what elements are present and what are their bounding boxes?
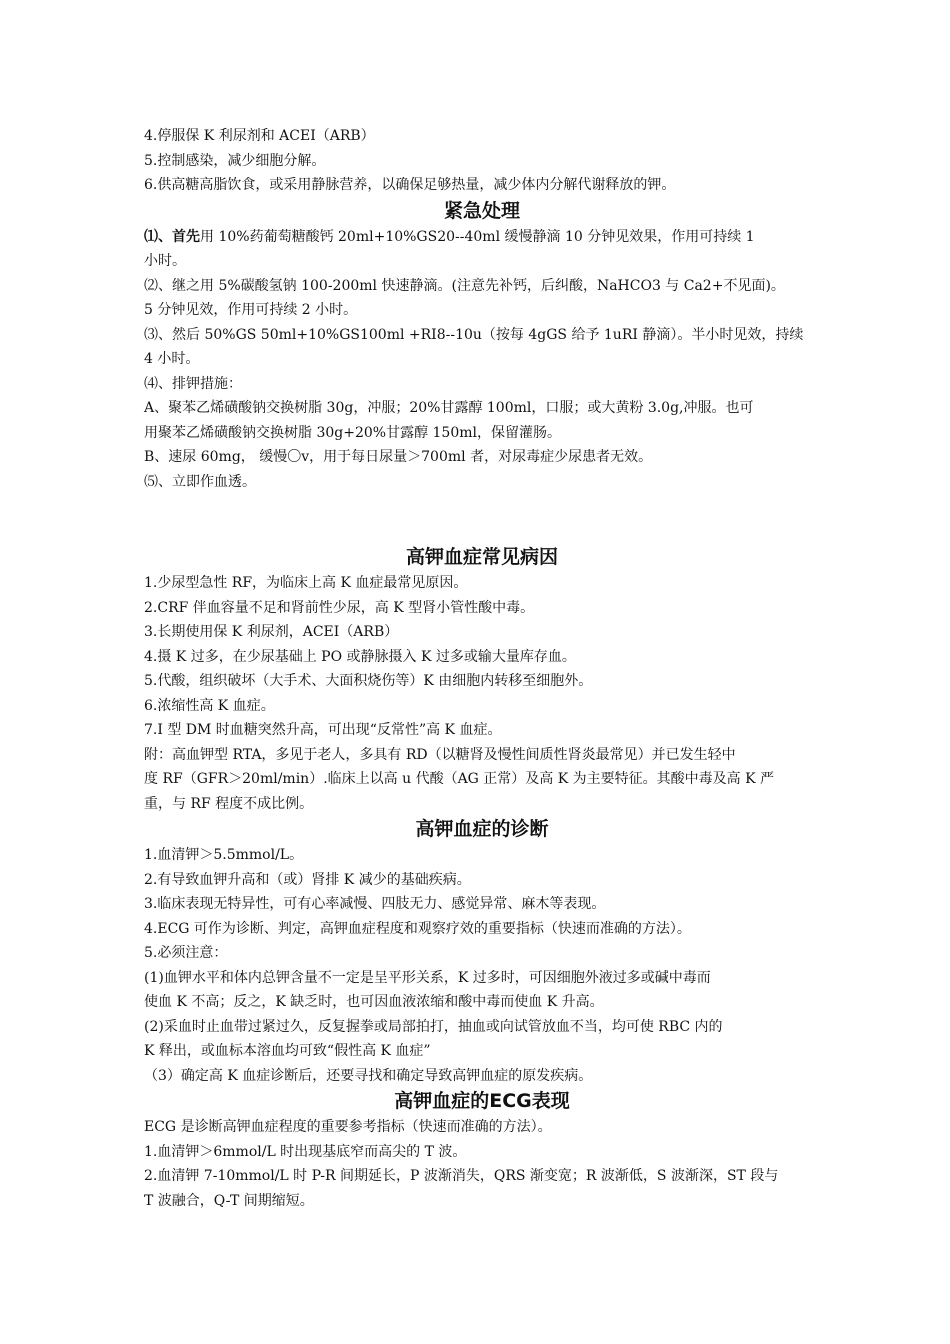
- intro-line: 6.供高糖高脂饮食，或采用静脉营养，以确保足够热量，减少体内分解代谢释放的钾。: [144, 177, 676, 193]
- diagnosis-line: K 释出，或血标本溶血均可致“假性高 K 血症”: [144, 1043, 431, 1059]
- diagnosis-heading: 高钾血症的诊断: [415, 818, 549, 840]
- urgent-line: B、速尿 60mg， 缓慢〇v，用于每日尿量＞700ml 者，对尿毒症少尿患者无效。: [144, 449, 653, 465]
- diagnosis-line: 1.血清钾＞5.5mmol/L。: [144, 847, 304, 863]
- urgent-line: A、聚苯乙烯磺酸钠交换树脂 30g，冲服；20%甘露醇 100ml，口服；或大黄粉 3.0g,冲服。也可: [144, 400, 754, 416]
- ecg-line: 1.血清钾＞6mmol/L 时出现基底窄而高尖的 T 波。: [144, 1143, 467, 1160]
- urgent-line: ⑷、排钾措施：: [144, 375, 242, 392]
- urgent-line: 小时。: [144, 253, 186, 269]
- ecg-line: T 波融合，Q-T 间期缩短。: [144, 1192, 314, 1209]
- ecg-line: ECG 是诊断高钾血症程度的重要参考指标（快速而准确的方法）。: [144, 1119, 552, 1135]
- diagnosis-list: [144, 843, 820, 1088]
- intro-line: 4.停服保 K 利尿剂和 ACEI（ARB）: [144, 128, 375, 144]
- urgent-line: [144, 225, 820, 250]
- diagnosis-line: 5.必须注意：: [144, 945, 228, 961]
- urgent-lead: ⑴、首先: [144, 228, 200, 245]
- urgent-line: 5 分钟见效，作用可持续 2 小时。: [144, 302, 358, 318]
- urgent-heading: 紧急处理: [443, 199, 520, 222]
- diagnosis-line: 4.ECG 可作为诊断、判定，高钾血症程度和观察疗效的重要指标（快速而准确的方法）。: [144, 920, 691, 937]
- ecg-line: 2.血清钾 7-10mmol/L 时 P-R 间期延长，P 波渐消失，QRS 渐变宽；R 波渐低，S 波渐深，ST 段与: [144, 1168, 779, 1184]
- diagnosis-line: (1)血钾水平和体内总钾含量不一定是呈平形关系，K 过多时，可因细胞外液过多或碱中毒而: [144, 969, 711, 986]
- causes-line: 2.CRF 伴血容量不足和肾前性少尿，高 K 型肾小管性酸中毒。: [144, 599, 535, 616]
- document-page: [144, 124, 820, 1213]
- urgent-line: ⑸、立即作血透。: [144, 473, 256, 490]
- urgent-line: 用聚苯乙烯磺酸钠交换树脂 30g+20%甘露醇 150ml，保留灌肠。: [144, 424, 561, 441]
- causes-line: 6.浓缩性高 K 血症。: [144, 697, 275, 714]
- diagnosis-line: (2)采血时止血带过紧过久，反复握拳或局部拍打，抽血或向试管放血不当，均可使 RBC 内的: [144, 1018, 723, 1035]
- diagnosis-line: 3.临床表现无特异性，可有心率减慢、四肢无力、感觉异常、麻木等表现。: [144, 896, 606, 912]
- ecg-list: [144, 1115, 820, 1213]
- urgent-list: [144, 225, 820, 495]
- urgent-line: ⑵、继之用 5%碳酸氢钠 100-200ml 快速静滴。(注意先补钙，后纠酸，NaHCO3 与 Ca2+不见面)。: [144, 277, 785, 294]
- causes-line: 3.长期使用保 K 利尿剂，ACEI（ARB）: [144, 624, 399, 640]
- causes-line: 4.摄 K 过多，在少尿基础上 PO 或静脉摄入 K 过多或输大量库存血。: [144, 648, 576, 665]
- causes-line: 5.代酸，组织破坏（大手术、大面积烧伤等）K 由细胞内转移至细胞外。: [144, 673, 593, 689]
- causes-line: 重，与 RF 程度不成比例。: [144, 795, 314, 812]
- causes-line: 1.少尿型急性 RF，为临床上高 K 血症最常见原因。: [144, 575, 468, 591]
- section-spacer: [144, 494, 820, 544]
- diagnosis-line: （3）确定高 K 血症诊断后，还要寻找和确定导致高钾血症的原发疾病。: [144, 1067, 593, 1084]
- urgent-lead-rest: 用 10%药葡萄糖酸钙 20ml+10%GS20--40ml 缓慢静滴 10 分钟见效果，作用可持续 1: [200, 228, 755, 245]
- diagnosis-line: 2.有导致血钾升高和（或）肾排 K 减少的基础疾病。: [144, 871, 471, 888]
- urgent-line: 4 小时。: [144, 351, 200, 367]
- intro-list: [144, 124, 820, 198]
- diagnosis-line: 使血 K 不高；反之，K 缺乏时，也可因血液浓缩和酸中毒而使血 K 升高。: [144, 994, 604, 1010]
- causes-line: 7.I 型 DM 时血糖突然升高，可出现“反常性”高 K 血症。: [144, 722, 502, 738]
- causes-line: 附：高血钾型 RTA，多见于老人，多具有 RD（以糖肾及慢性间质性肾炎最常见）并已发生轻中: [144, 746, 736, 763]
- causes-list: [144, 571, 820, 816]
- ecg-heading: 高钾血症的ECG表现: [394, 1090, 570, 1112]
- causes-heading: 高钾血症常见病因: [405, 546, 558, 568]
- intro-line: 5.控制感染，减少细胞分解。: [144, 152, 326, 169]
- causes-line: 度 RF（GFR＞20ml/min）.临床上以高 u 代酸（AG 正常）及高 K 为主要特征。其酸中毒及高 K 严: [144, 771, 775, 787]
- urgent-line: ⑶、然后 50%GS 50ml+10%GS100ml +RI8--10u（按每 4gGS 给予 1uRI 静滴）。半小时见效，持续: [144, 326, 804, 343]
